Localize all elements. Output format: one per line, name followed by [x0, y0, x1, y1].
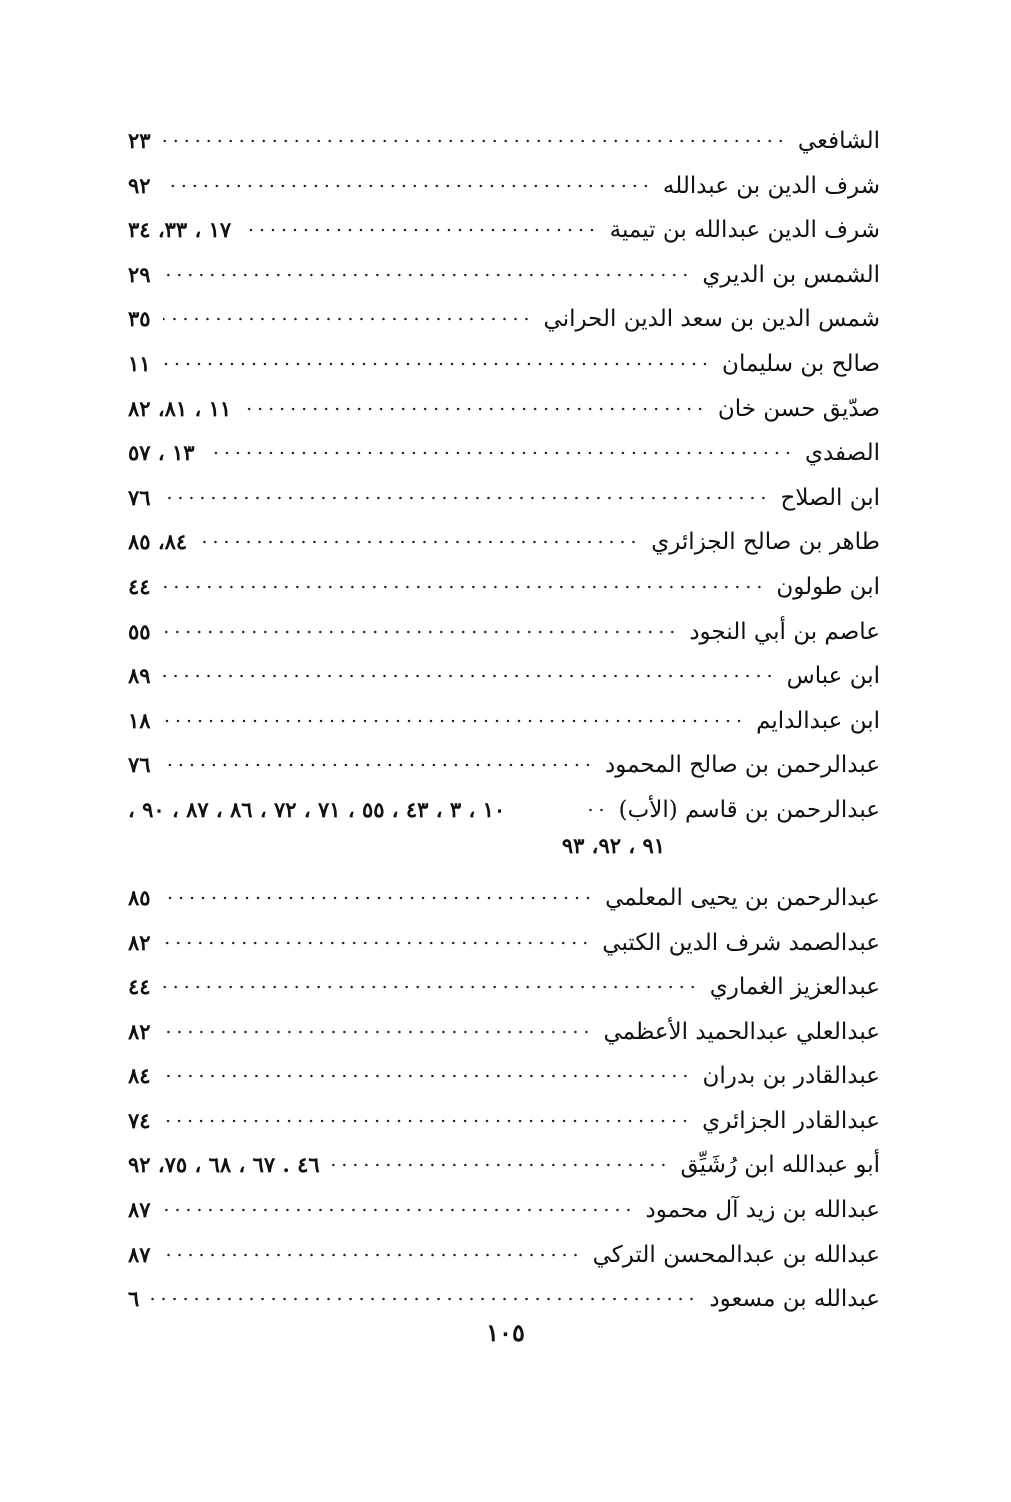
leader-dots	[163, 1065, 691, 1087]
entry-pages: ٨٧	[128, 1197, 151, 1223]
index-entry	[128, 438, 880, 483]
entry-pages: ٧٤	[128, 1107, 151, 1133]
index-entry	[128, 928, 880, 973]
entry-pages: ١١ ، ٨١، ٨٢	[128, 395, 232, 421]
entry-pages: ٧٦	[128, 484, 151, 510]
index-entry	[128, 394, 880, 439]
entry-pages: ٨٢	[128, 1018, 151, 1044]
entry-name: عبدالله بن زيد آل محمود	[645, 1197, 880, 1224]
entry-pages: ٤٤	[128, 573, 151, 599]
leader-dots	[163, 353, 710, 375]
leader-dots	[199, 531, 639, 553]
entry-name: عبدالله بن مسعود	[709, 1286, 880, 1313]
entry-name: عبدالرحمن بن صالح المحمود	[604, 752, 880, 779]
entry-name: ابن عبدالدايم	[756, 707, 880, 734]
leader-dots	[163, 621, 678, 643]
leader-dots	[163, 487, 769, 509]
entry-name: الشافعي	[797, 128, 880, 154]
entry-pages-continuation: ٩١ ، ٩٢، ٩٣	[561, 832, 665, 858]
entry-pages: ٥٥	[128, 618, 151, 644]
entry-name: عبدالعزيز الغماري	[709, 974, 880, 1001]
index-entry	[128, 527, 880, 572]
leader-dots	[163, 710, 745, 732]
entry-pages: ١١	[128, 350, 151, 376]
entry-name: طاهر بن صالح الجزائري	[651, 529, 880, 556]
entry-pages: ٨٢	[128, 929, 151, 955]
entry-pages: ٤٤	[128, 974, 151, 1000]
leader-dots	[163, 932, 591, 954]
leader-dots	[163, 264, 691, 286]
leader-dots	[163, 308, 532, 330]
entry-name: عاصم بن أبي النجود	[689, 618, 880, 645]
index-entry	[128, 483, 880, 528]
leader-dots	[332, 1154, 669, 1176]
leader-dots	[163, 1244, 581, 1266]
entry-pages: ٨٥	[128, 884, 151, 910]
entry-pages: ٤٦ . ٦٧ ، ٦٨ ، ٧٥، ٩٢	[128, 1152, 320, 1178]
index-entry	[128, 1017, 880, 1062]
entry-name: الشمس بن الديري	[702, 261, 880, 288]
entry-name: ابن الصلاح	[780, 484, 880, 511]
index-entry	[128, 1240, 880, 1285]
index-entry	[128, 349, 880, 394]
entry-name: ابن عباس	[786, 663, 880, 690]
entry-pages: ١٠ ، ٣ ، ٤٣ ، ٥٥ ، ٧١ ، ٧٢ ، ٨٦ ، ٨٧ ، ٩٠ ،	[128, 796, 506, 822]
entry-name: عبدالقادر بن بدران	[702, 1063, 880, 1090]
leader-dots	[163, 976, 698, 998]
leader-dots	[163, 175, 651, 197]
index-list	[128, 126, 880, 1329]
index-entry	[128, 1106, 880, 1151]
entry-pages: ٧٦	[128, 752, 151, 778]
index-entry	[128, 795, 880, 831]
leader-dots	[163, 1199, 634, 1221]
entry-name: عبدالله بن عبدالمحسن التركي	[592, 1241, 880, 1268]
leader-dots	[163, 887, 594, 909]
leader-dots	[163, 754, 593, 776]
entry-name: صالح بن سليمان	[722, 350, 880, 377]
index-entry	[128, 171, 880, 216]
entry-name: الصفدي	[804, 440, 880, 467]
entry-name: عبدالرحمن بن يحيى المعلمي	[605, 884, 880, 911]
entry-name: عبدالقادر الجزائري	[702, 1107, 880, 1134]
leader-dots	[163, 576, 765, 598]
entry-pages: ٢٩	[128, 261, 151, 287]
entry-pages: ٢٣	[128, 128, 151, 153]
index-entry	[128, 126, 880, 171]
entry-pages: ٨٩	[128, 663, 151, 689]
entry-name: شرف الدين عبدالله بن تيمية	[609, 217, 880, 244]
leader-dots	[163, 1110, 691, 1132]
leader-dots	[151, 1288, 697, 1310]
entry-name: عبدالعلي عبدالحميد الأعظمي	[603, 1018, 880, 1045]
entry-pages: ١٨	[128, 707, 151, 733]
index-entry	[128, 617, 880, 662]
index-entry	[128, 572, 880, 617]
entry-name: أبو عبدالله ابن رُشَيِّق	[680, 1152, 880, 1179]
leader-dots	[243, 398, 706, 420]
index-entry	[128, 1061, 880, 1106]
entry-name: ابن طولون	[776, 573, 880, 600]
entry-pages: ٨٤، ٨٥	[128, 529, 188, 555]
leader-dots	[163, 130, 786, 152]
leader-dots	[585, 799, 607, 821]
leader-dots	[243, 219, 597, 241]
index-entry	[128, 661, 880, 706]
page-number: ١٠٥	[486, 1318, 525, 1347]
index-entry	[128, 1195, 880, 1240]
leader-dots	[163, 1021, 592, 1043]
index-entry	[128, 883, 880, 928]
entry-pages: ١٧ ، ٣٣، ٣٤	[128, 217, 232, 243]
entry-pages: ٨٧	[128, 1241, 151, 1267]
entry-pages: ٣٥	[128, 306, 151, 332]
index-entry	[128, 1150, 880, 1195]
entry-name: صدّيق حسن خان	[717, 395, 880, 422]
index-entry	[128, 972, 880, 1017]
entry-pages: ٨٤	[128, 1063, 151, 1089]
index-entry	[128, 750, 880, 795]
index-entry	[128, 304, 880, 349]
entry-name: شمس الدين بن سعد الدين الحراني	[543, 306, 880, 333]
leader-dots	[207, 442, 793, 464]
entry-name: عبدالصمد شرف الدين الكتبي	[602, 929, 880, 956]
leader-dots	[163, 665, 775, 687]
index-entry	[128, 260, 880, 305]
index-entry	[128, 215, 880, 260]
entry-pages: ٦	[128, 1286, 140, 1312]
entry-name: شرف الدين بن عبدالله	[662, 172, 880, 199]
index-entry	[128, 706, 880, 751]
entry-pages: ١٣ ، ٥٧	[128, 440, 195, 466]
entry-name: عبدالرحمن بن قاسم (الأب)	[618, 796, 880, 823]
entry-pages: ٩٢	[128, 172, 151, 198]
